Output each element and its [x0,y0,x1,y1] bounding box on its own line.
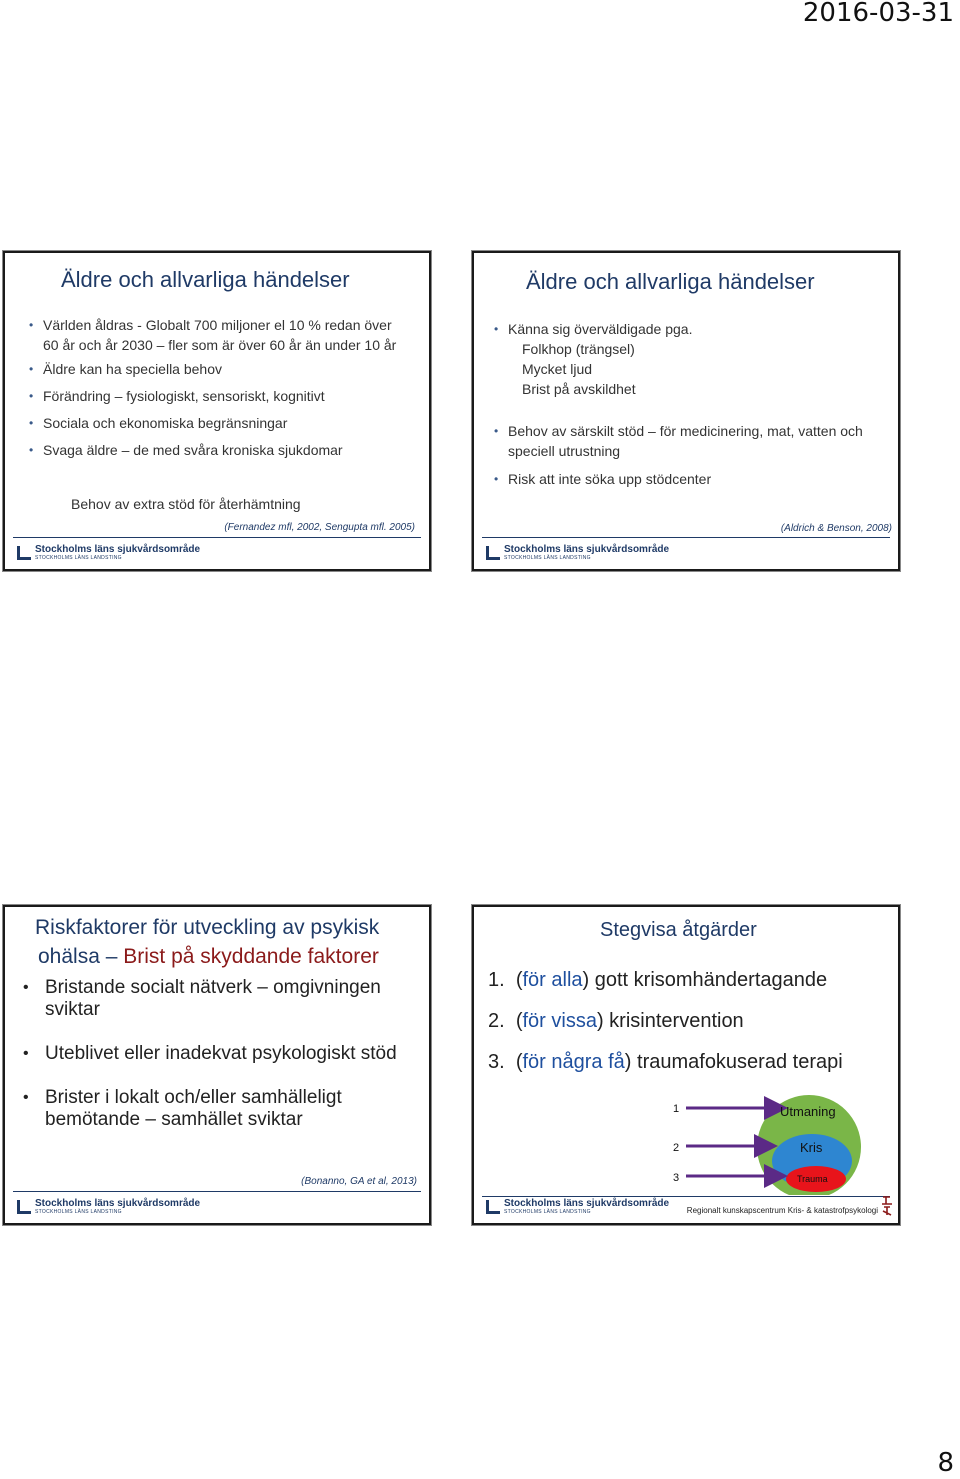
sub-item: Brist på avskildhet [522,381,636,397]
slide-1-bullets [29,315,409,460]
regional-footer: Regionalt kunskapscentrum Kris- & katastrofpsykologi [686,1206,878,1215]
citation: (Bonanno, GA et al, 2013) [301,1176,417,1187]
list-item: • Sociala och ekonomiska begränsningar [29,413,409,433]
slide-1-sub-line: Behov av extra stöd för återhämtning [71,496,301,512]
slide-4 [472,905,900,1225]
divider [482,537,890,538]
sub-item: Mycket ljud [522,361,593,377]
slide-3-title [35,913,379,971]
step-number: 2. [488,1010,505,1032]
slide-2 [472,251,900,571]
slide-3-bullets [23,977,403,1131]
divider [13,1191,421,1192]
list-item: • Behov av särskilt stöd – för medicinering, mat, vatten och speciell utrustning [494,421,884,461]
paren-open: ( [515,1051,523,1073]
list-item: • Risk att inte söka upp stödcenter [494,469,884,489]
paren-open: ( [515,969,523,991]
logo-mark-icon [17,1200,31,1214]
arrow-label: 3 [673,1172,680,1184]
paren-close: ) [624,1051,632,1073]
step-item [488,1010,898,1032]
logo-line2: STOCKHOLMS LÄNS LANDSTING [35,555,122,561]
step-number: 3. [488,1051,505,1073]
paren-close: ) [582,969,590,991]
logo [17,544,200,561]
divider [482,1196,890,1197]
list-item: • Brister i lokalt och/eller samhälleligt bemötande – samhället sviktar [23,1087,403,1131]
logo [486,544,669,561]
logo-mark-icon [486,546,500,560]
step-text: gott krisomhändertagande [589,969,828,991]
slide-3-title-part-a: ohälsa – [38,945,124,968]
step-number: 1. [488,969,505,991]
step-group: för vissa [522,1010,597,1032]
logo [17,1198,200,1215]
sub-item: Folkhop (trängsel) [522,341,635,357]
arrow-label: 2 [673,1142,680,1154]
paren-open: ( [515,1010,523,1032]
slide-3-title-highlight: Brist på skyddande faktorer [123,945,379,968]
slide-3-title-line1: Riskfaktorer för utveckling av psykisk [35,916,380,939]
logo-mark-icon [486,1200,500,1214]
page-date: 2016-03-31 [802,0,954,28]
citation: (Fernandez mfl, 2002, Sengupta mfl. 2005) [224,522,415,533]
list-item: • Världen åldras - Globalt 700 miljoner el 10 % redan över 60 år och år 2030 – fler som är över 60 år än under 10 år [29,315,409,355]
step-group: för alla [522,969,583,991]
list-item [494,319,884,399]
bullet-text: Känna sig överväldigade pga. [508,321,693,337]
level-label-trauma: Trauma [797,1174,828,1184]
logo-mark-icon [17,546,31,560]
arrow-label: 1 [673,1103,680,1115]
page-number: 8 [937,1448,954,1478]
slide-4-title: Stegvisa åtgärder [600,919,757,941]
slide-2-title: Äldre och allvarliga händelser [526,269,815,294]
divider [13,537,421,538]
logo-line1: Stockholms läns sjukvårdsområde [504,544,670,555]
logo [486,1198,669,1215]
list-item: • Förändring – fysiologiskt, sensoriskt, kognitivt [29,386,409,406]
step-group: för några få [522,1051,625,1073]
logo-line1: Stockholms läns sjukvårdsområde [35,1198,201,1209]
paren-close: ) [596,1010,604,1032]
step-item [488,969,898,991]
logo-line2: STOCKHOLMS LÄNS LANDSTING [35,1209,122,1215]
slide-1-title: Äldre och allvarliga händelser [61,267,350,292]
list-item: • Äldre kan ha speciella behov [29,359,409,379]
step-text: krisintervention [603,1010,744,1032]
list-item: • Bristande socialt nätverk – omgivningen sviktar [23,977,403,1021]
slide-3 [3,905,431,1225]
logo-line1: Stockholms läns sjukvårdsområde [504,1198,670,1209]
slide-2-bullets [494,319,884,489]
steps-list [488,969,898,1092]
level-label-kris: Kris [800,1140,823,1155]
list-item: • Svaga äldre – de med svåra kroniska sjukdomar [29,440,409,460]
crisis-diagram [654,1095,864,1195]
citation: (Aldrich & Benson, 2008) [780,523,892,534]
step-text: traumafokuserad terapi [631,1051,843,1073]
step-item [488,1051,898,1073]
level-label-utmaning: Utmaning [780,1104,836,1119]
logo-line1: Stockholms läns sjukvårdsområde [35,544,201,555]
slide-1 [3,251,431,571]
seal-icon [880,1195,894,1217]
logo-line2: STOCKHOLMS LÄNS LANDSTING [504,1209,591,1215]
list-item: • Uteblivet eller inadekvat psykologiskt stöd [23,1043,403,1065]
logo-line2: STOCKHOLMS LÄNS LANDSTING [504,555,591,561]
